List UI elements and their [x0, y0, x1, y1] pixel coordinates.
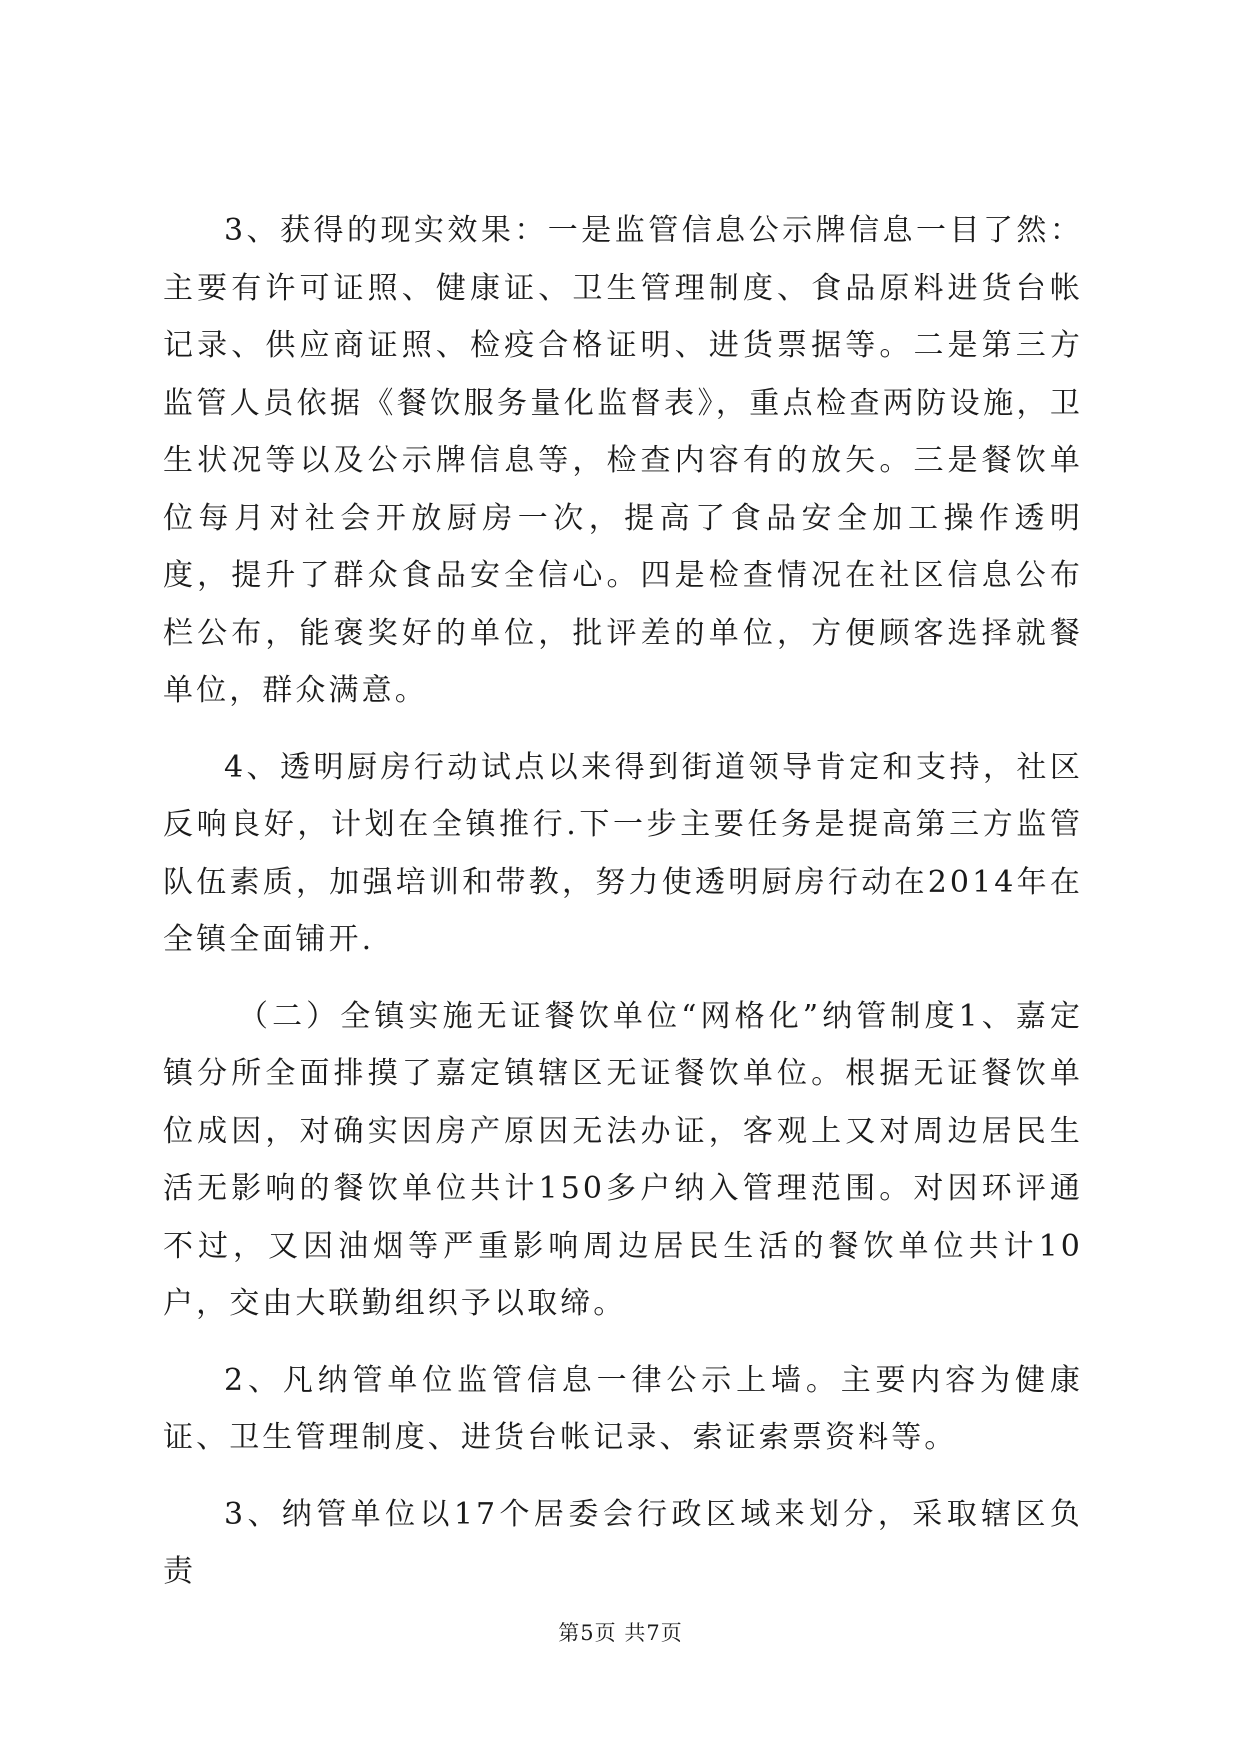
paragraph-unlicensed-grid: （二）全镇实施无证餐饮单位“网格化”纳管制度1、嘉定镇分所全面排摸了嘉定镇辖区无证餐饮单位。根据无证餐饮单位成因，对确实因房产原因无法办证，客观上又对周边居民生活无影响的餐饮单位共计150多户纳入管理范围。对因环评通不过，又因油烟等严重影响周边居民生活的餐饮单位共计10户，交由大联勤组织予以取缔。: [163, 998, 1083, 1321]
paragraph-public-display: 2、凡纳管单位监管信息一律公示上墙。主要内容为健康证、卫生管理制度、进货台帐记录、索证索票资料等。: [163, 1362, 1083, 1455]
paragraph-pilot: 4、透明厨房行动试点以来得到街道领导肯定和支持，社区反响良好，计划在全镇推行.下一步主要任务是提高第三方监管队伍素质，加强培训和带教，努力使透明厨房行动在2014年在全镇全面铺开.: [163, 749, 1083, 957]
paragraph-district-division: 3、纳管单位以17个居委会行政区域来划分，采取辖区负责: [163, 1496, 1083, 1589]
page-number-footer: 第5页 共7页: [558, 1621, 683, 1645]
paragraph-effects: 3、获得的现实效果：一是监管信息公示牌信息一目了然：主要有许可证照、健康证、卫生管理制度、食品原料进货台帐记录、供应商证照、检疫合格证明、进货票据等。二是第三方监管人员依据《餐饮服务量化监督表》，重点检查两防设施，卫生状况等以及公示牌信息等，检查内容有的放矢。三是餐饮单位每月对社会开放厨房一次，提高了食品安全加工操作透明度，提升了群众食品安全信心。四是检查情况在社区信息公布栏公布，能褒奖好的单位，批评差的单位，方便顾客选择就餐单位，群众满意。: [163, 213, 1083, 708]
document-body: [163, 202, 1083, 1620]
